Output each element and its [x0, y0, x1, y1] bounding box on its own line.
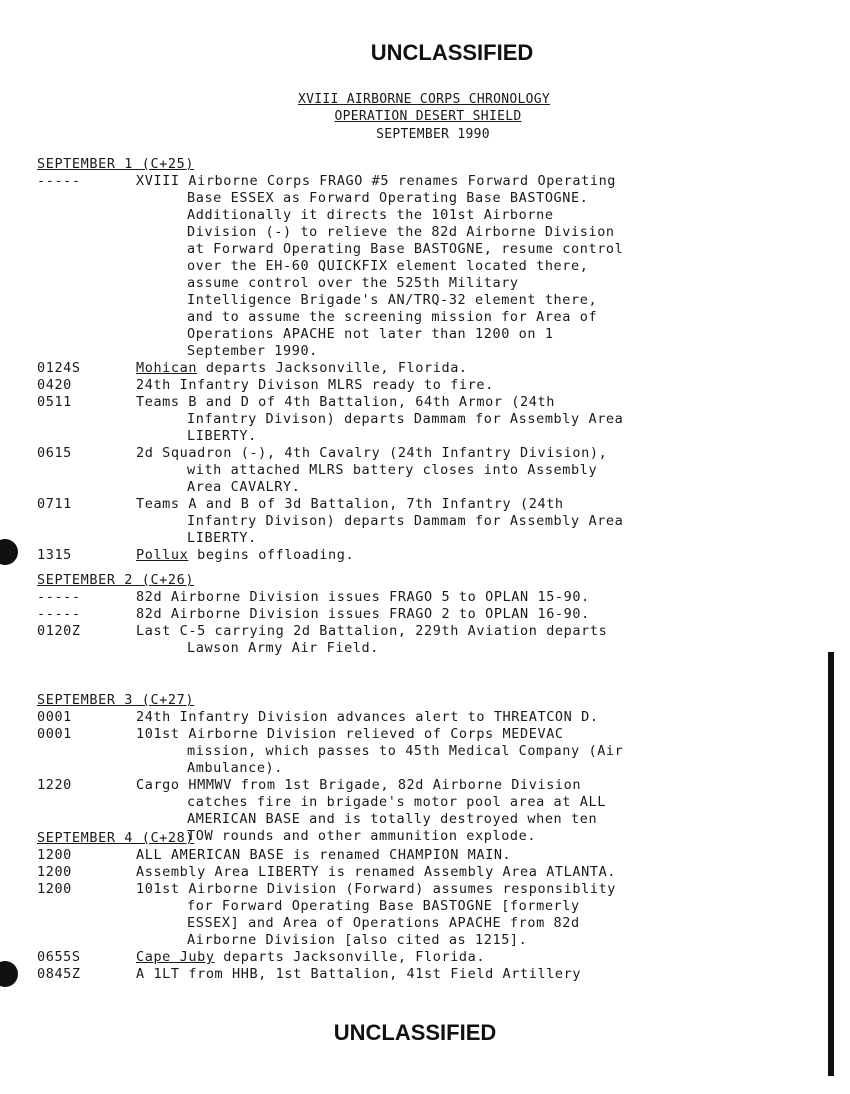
entry-text: Cargo HMMWV from 1st Brigade, 82d Airborne Division — [136, 777, 582, 793]
entry-time: 1200 — [37, 864, 72, 880]
entry-text: 101st Airborne Division (Forward) assumes responsiblity — [136, 881, 617, 897]
entry-text-continuation: Base ESSEX as Forward Operating Base BASTOGNE. — [187, 190, 589, 206]
entry-text-continuation: Airborne Division [also cited as 1215]. — [187, 932, 528, 948]
entry-text-continuation: with attached MLRS battery closes into Assembly — [187, 462, 598, 478]
ship-name: Mohican — [136, 360, 198, 376]
entry-text: 82d Airborne Division issues FRAGO 2 to OPLAN 16-90. — [136, 606, 590, 622]
entry-time: 0124S — [37, 360, 81, 376]
entry-time: ----- — [37, 606, 81, 622]
entry-text-continuation: September 1990. — [187, 343, 318, 359]
classification-banner-top: UNCLASSIFIED — [370, 40, 534, 65]
section-date-heading: SEPTEMBER 2 (C+26) — [37, 572, 195, 588]
section-date-heading: SEPTEMBER 1 (C+25) — [37, 156, 195, 172]
entry-text-continuation: catches fire in brigade's motor pool area at ALL — [187, 794, 606, 810]
entry-time: 1220 — [37, 777, 72, 793]
entry-time: 0120Z — [37, 623, 81, 639]
entry-time: 0845Z — [37, 966, 81, 982]
entry-text-continuation: Additionally it directs the 101st Airborne — [187, 207, 554, 223]
entry-time: 1200 — [37, 847, 72, 863]
entry-time: 0711 — [37, 496, 72, 512]
entry-text-continuation: Intelligence Brigade's AN/TRQ-32 element there, — [187, 292, 598, 308]
margin-bar — [828, 652, 834, 1076]
entry-time: 1315 — [37, 547, 72, 563]
entry-text-rest: departs Jacksonville, Florida. — [197, 360, 468, 376]
entry-text-continuation: and to assume the screening mission for Area of — [187, 309, 598, 325]
entry-text-continuation: at Forward Operating Base BASTOGNE, resume control — [187, 241, 624, 257]
entry-text: Teams A and B of 3d Battalion, 7th Infantry (24th — [136, 496, 564, 512]
entry-text-continuation: over the EH-60 QUICKFIX element located there, — [187, 258, 589, 274]
entry-text-rest: departs Jacksonville, Florida. — [214, 949, 486, 965]
entry-time: 1200 — [37, 881, 72, 897]
entry-text-continuation: Lawson Army Air Field. — [187, 640, 380, 656]
entry-text-continuation: LIBERTY. — [187, 428, 257, 444]
entry-text-continuation: mission, which passes to 45th Medical Company (Air — [187, 743, 624, 759]
operation-title: OPERATION DESERT SHIELD — [334, 109, 522, 124]
entry-text: 24th Infantry Divison MLRS ready to fire. — [136, 377, 494, 393]
entry-text — [136, 547, 354, 564]
entry-text-continuation: LIBERTY. — [187, 530, 257, 546]
entry-text-continuation: Infantry Divison) departs Dammam for Assembly Area — [187, 411, 624, 427]
section-date-heading: SEPTEMBER 3 (C+27) — [37, 692, 195, 708]
entry-text: 2d Squadron (-), 4th Cavalry (24th Infantry Division), — [136, 445, 608, 461]
entry-text: A 1LT from HHB, 1st Battalion, 41st Field Artillery — [136, 966, 582, 982]
entry-text-continuation: Infantry Divison) departs Dammam for Assembly Area — [187, 513, 624, 529]
entry-time: 0001 — [37, 726, 72, 742]
entry-text-continuation: ESSEX] and Area of Operations APACHE from 82d — [187, 915, 580, 931]
entry-time: ----- — [37, 173, 81, 189]
entry-text: Assembly Area LIBERTY is renamed Assembly Area ATLANTA. — [136, 864, 617, 880]
ship-name: Cape Juby — [136, 949, 215, 965]
entry-text-continuation: assume control over the 525th Military — [187, 275, 519, 291]
entry-time: 0420 — [37, 377, 72, 393]
entry-time: ----- — [37, 589, 81, 605]
entry-text — [136, 360, 468, 377]
punch-hole-top — [0, 539, 18, 565]
punch-hole-bottom — [0, 961, 18, 987]
entry-time: 0001 — [37, 709, 72, 725]
entry-text-continuation: Operations APACHE not later than 1200 on 1 — [187, 326, 554, 342]
entry-text-continuation: for Forward Operating Base BASTOGNE [formerly — [187, 898, 580, 914]
entry-time: 0655S — [37, 949, 81, 965]
entry-text: XVIII Airborne Corps FRAGO #5 renames Forward Operating — [136, 173, 617, 189]
entry-text — [136, 949, 485, 966]
entry-text: Last C-5 carrying 2d Battalion, 229th Aviation departs — [136, 623, 608, 639]
entry-text-continuation: Ambulance). — [187, 760, 284, 776]
entry-time: 0615 — [37, 445, 72, 461]
entry-text: ALL AMERICAN BASE is renamed CHAMPION MAIN. — [136, 847, 512, 863]
entry-text-continuation: AMERICAN BASE and is totally destroyed when ten — [187, 811, 598, 827]
entry-text-rest: begins offloading. — [188, 547, 355, 563]
entry-text: 101st Airborne Division relieved of Corps MEDEVAC — [136, 726, 564, 742]
entry-text-continuation: Division (-) to relieve the 82d Airborne Division — [187, 224, 615, 240]
classification-banner-bottom: UNCLASSIFIED — [333, 1020, 497, 1045]
entry-text-continuation: TOW rounds and other ammunition explode. — [187, 828, 537, 844]
ship-name: Pollux — [136, 547, 189, 563]
entry-text: 24th Infantry Division advances alert to THREATCON D. — [136, 709, 599, 725]
entry-text: Teams B and D of 4th Battalion, 64th Armor (24th — [136, 394, 555, 410]
section-date-heading: SEPTEMBER 4 (C+28) — [37, 830, 195, 846]
document-title: XVIII AIRBORNE CORPS CHRONOLOGY — [298, 92, 550, 107]
period-title: SEPTEMBER 1990 — [376, 127, 490, 142]
entry-text-continuation: Area CAVALRY. — [187, 479, 301, 495]
entry-text: 82d Airborne Division issues FRAGO 5 to OPLAN 15-90. — [136, 589, 590, 605]
entry-time: 0511 — [37, 394, 72, 410]
